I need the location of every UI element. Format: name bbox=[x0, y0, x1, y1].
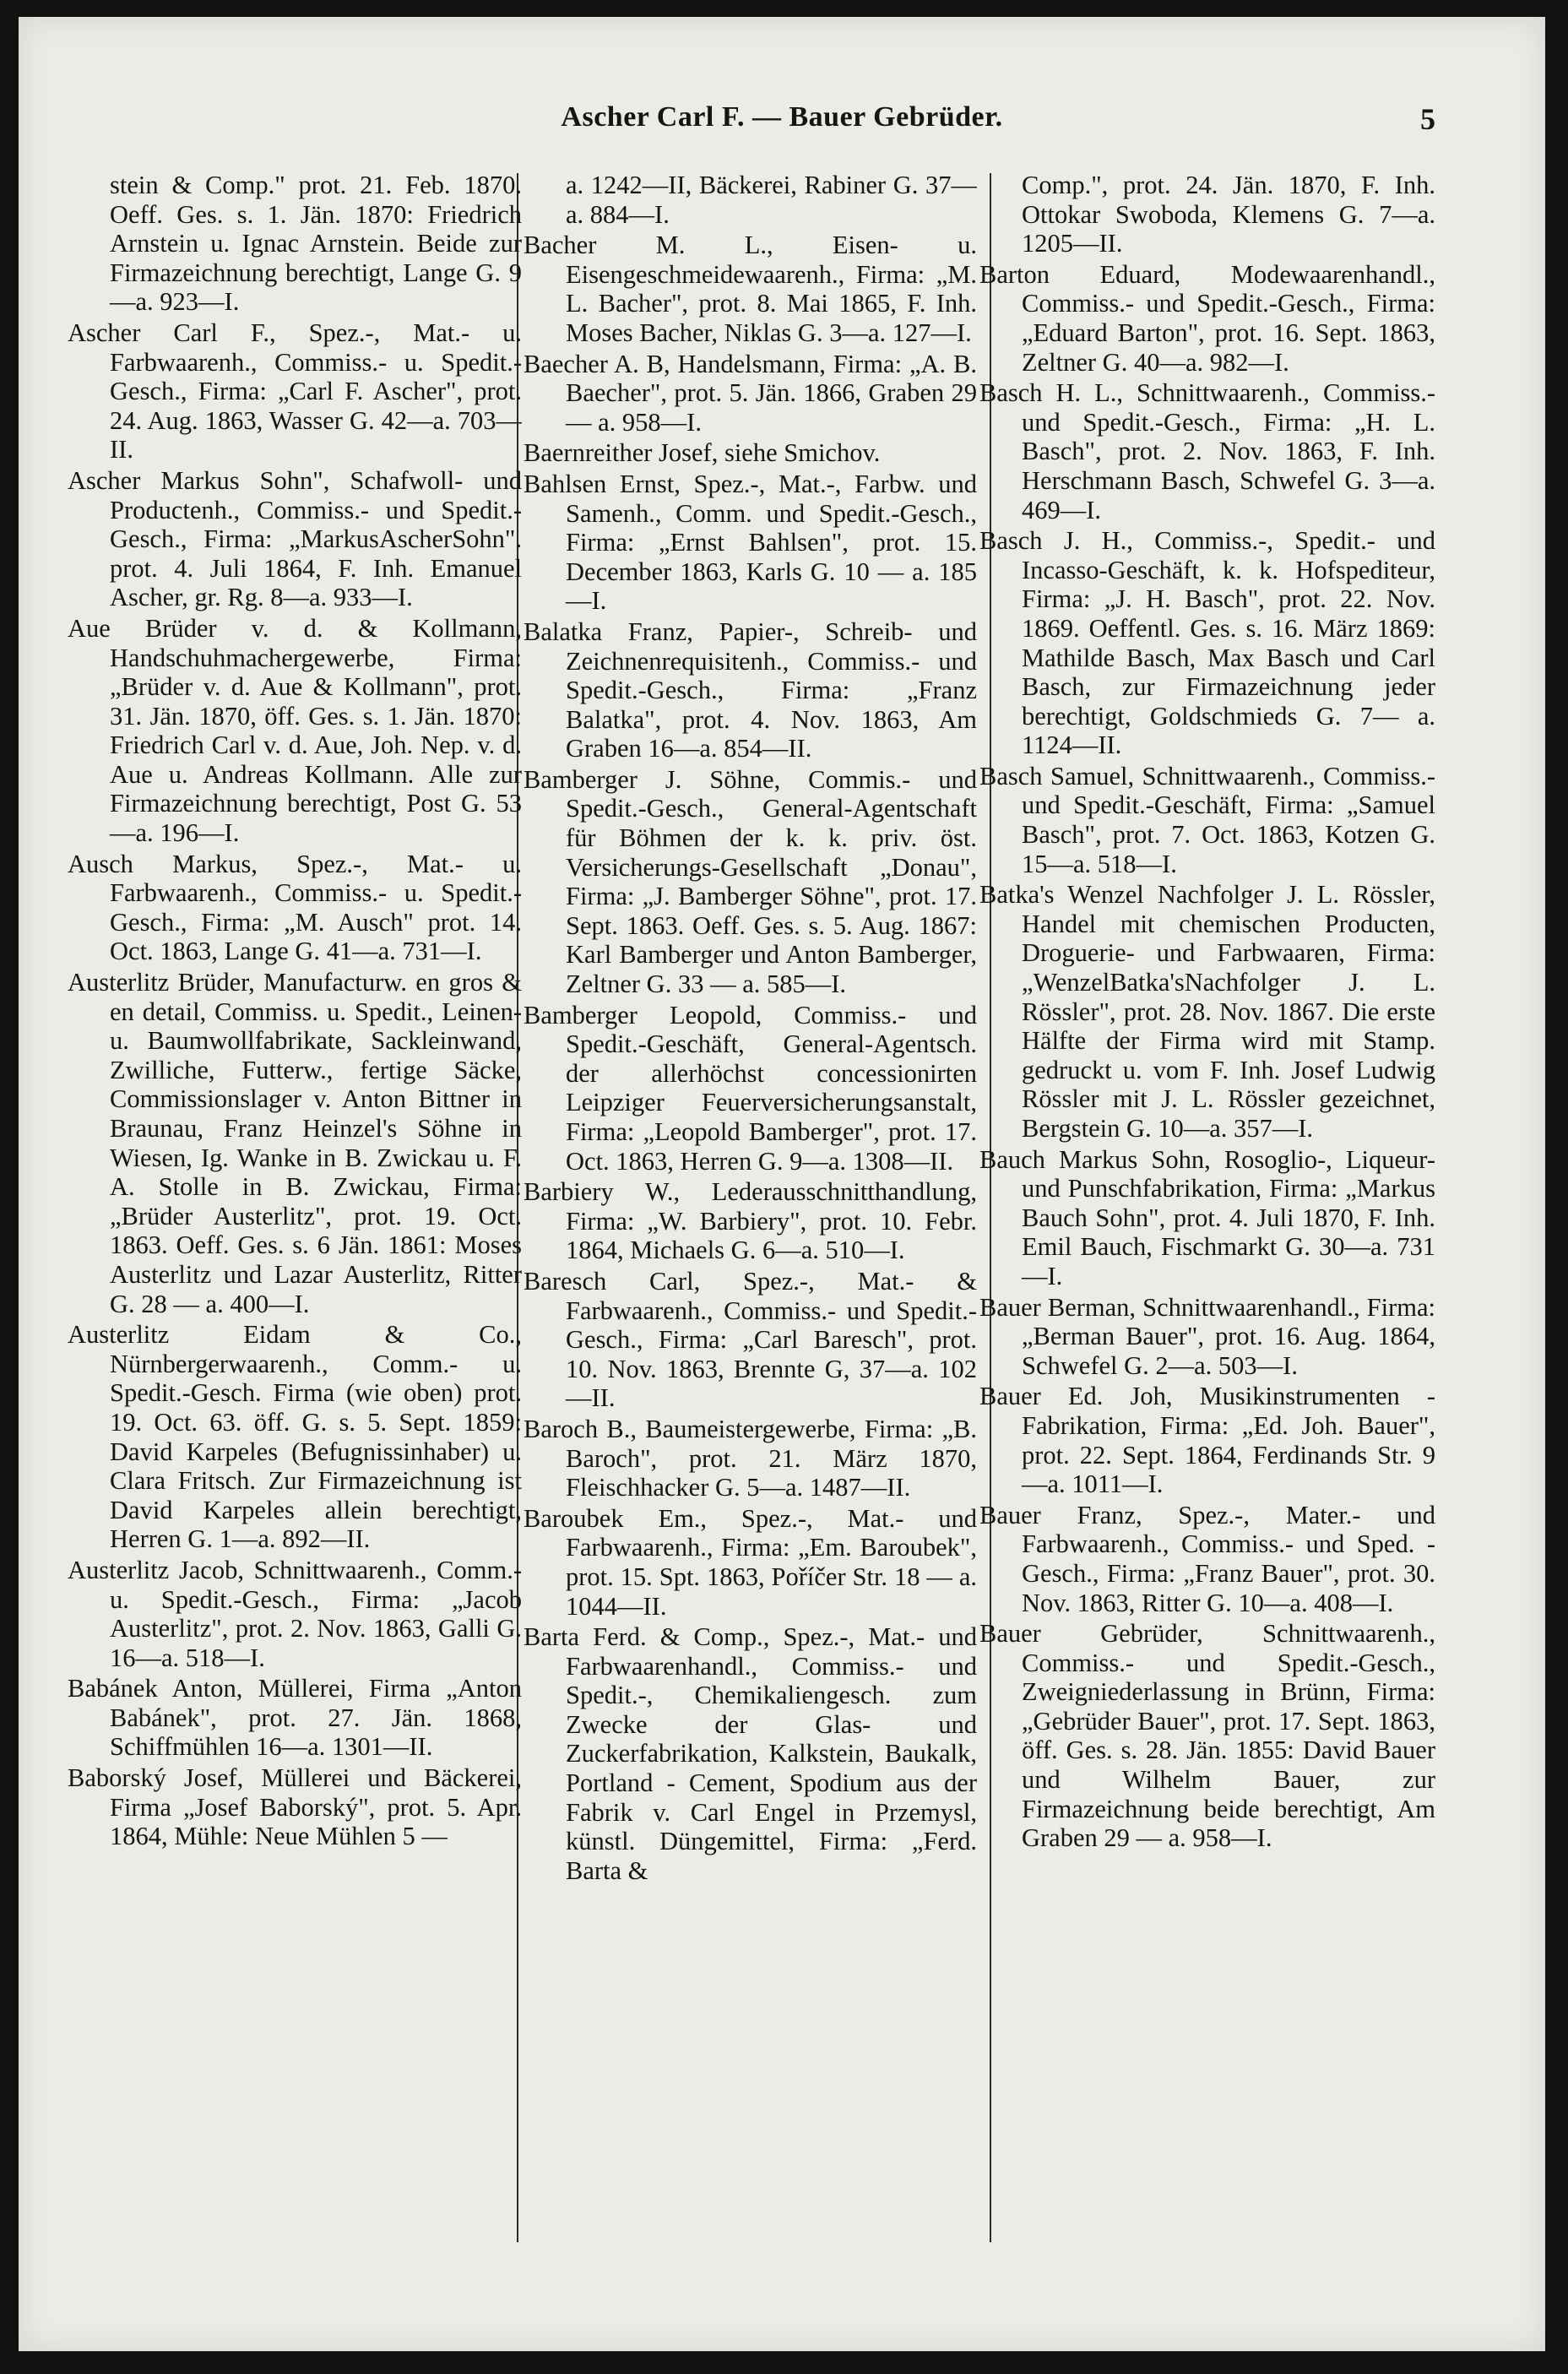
directory-page bbox=[19, 17, 1545, 2351]
running-title: Ascher Carl F. — Bauer Gebrüder. bbox=[561, 101, 1003, 133]
list-item: Bahlsen Ernst, Spez.-, Mat.-, Farbw. und Samenh., Comm. und Spedit.-Gesch., Firma: „Ernst Bahlsen", prot. 15. December 1863, Karls G. 10 — a. 185—I. bbox=[524, 469, 977, 616]
list-item: Aue Brüder v. d. & Kollmann, Handschuhmachergewerbe, Firma: „Brüder v. d. Aue & Kollmann", prot. 31. Jän. 1870, öff. Ges. s. 1. Jän. 1870: Friedrich Carl v. d. Aue, Joh. Nep. v. d. Aue u. Andreas Kollmann. Alle zur Firmazeichnung berechtigt, Post G. 53—a. 196—I. bbox=[68, 613, 522, 848]
list-item: Basch J. H., Commiss.-, Spedit.- und Incasso-Geschäft, k. k. Hofspediteur, Firma: „J. H. Basch", prot. 22. Nov. 1869. Oeffentl. Ges. s. 16. März 1869: Mathilde Basch, Max Basch und Carl Basch, zur Firmazeichnung jeder berechtigt, Goldschmieds G. 7— a. 1124—II. bbox=[979, 526, 1435, 760]
list-item: Baborský Josef, Müllerei und Bäckerei, Firma „Josef Baborský", prot. 5. Apr. 1864, Mühle: Neue Mühlen 5 — bbox=[68, 1763, 522, 1851]
list-item: a. 1242—II, Bäckerei, Rabiner G. 37—a. 884—I. bbox=[566, 171, 977, 229]
list-item: Bamberger J. Söhne, Commis.- und Spedit.-Gesch., General-Agentschaft für Böhmen der k. k. priv. öst. Versicherungs-Gesellschaft „Donau", Firma: „J. Bamberger Söhne", prot. 17. Sept. 1863. Oeff. Ges. s. 5. Aug. 1867: Karl Bamberger und Anton Bamberger, Zeltner G. 33 — a. 585—I. bbox=[524, 764, 977, 999]
list-item: stein & Comp." prot. 21. Feb. 1870. Oeff. Ges. s. 1. Jän. 1870: Friedrich Arnstein u. Ignac Arnstein. Beide zur Firmazeichnung berechtigt, Lange G. 9—a. 923—I. bbox=[110, 171, 522, 317]
list-item: Baresch Carl, Spez.-, Mat.- & Farbwaarenh., Commiss.- und Spedit.-Gesch., Firma: „Carl Baresch", prot. 10. Nov. 1863, Brennte G, 37—a. 102—II. bbox=[524, 1266, 977, 1413]
list-item: Austerlitz Jacob, Schnittwaarenh., Comm.- u. Spedit.-Gesch., Firma: „Jacob Austerlitz", prot. 2. Nov. 1863, Galli G. 16—a. 518—I. bbox=[68, 1555, 522, 1672]
list-item: Barbiery W., Lederausschnitthandlung, Firma: „W. Barbiery", prot. 10. Febr. 1864, Michaels G. 6—a. 510—I. bbox=[524, 1177, 977, 1265]
list-item: Bauer Franz, Spez.-, Mater.- und Farbwaarenh., Commiss.- und Sped. - Gesch., Firma: „Franz Bauer", prot. 30. Nov. 1863, Ritter G. 10—a. 408—I. bbox=[979, 1500, 1435, 1617]
column-middle bbox=[524, 171, 977, 2333]
list-item: Barta Ferd. & Comp., Spez.-, Mat.- und Farbwaarenhandl., Commiss.- und Spedit.-, Chemikaliengesch. zum Zwecke der Glas- und Zuckerfabrikation, Kalkstein, Baukalk, Portland - Cement, Spodium aus der Fabrik v. Carl Engel in Przemysl, künstl. Düngemittel, Firma: „Ferd. Barta & bbox=[524, 1622, 977, 1885]
column-right bbox=[979, 171, 1435, 2333]
column-left bbox=[68, 171, 522, 2333]
list-item: Bacher M. L., Eisen- u. Eisengeschmeidewaarenh., Firma: „M. L. Bacher", prot. 8. Mai 1865, F. Inh. Moses Bacher, Niklas G. 3—a. 127—I. bbox=[524, 231, 977, 347]
list-item: Batka's Wenzel Nachfolger J. L. Rössler, Handel mit chemischen Producten, Droguerie- und Farbwaaren, Firma: „WenzelBatka'sNachfolger J. L. Rössler", prot. 28. Nov. 1867. Die erste Hälfte der Firma wird mit Stamp. gedruckt u. vom F. Inh. Josef Ludwig Rössler mit J. L. Rössler gezeichnet, Bergstein G. 10—a. 357—I. bbox=[979, 880, 1435, 1143]
page-header bbox=[19, 101, 1545, 144]
page-number: 5 bbox=[1420, 102, 1435, 136]
list-item: Bauer Gebrüder, Schnittwaarenh., Commiss.- und Spedit.-Gesch., Zweigniederlassung in Brünn, Firma: „Gebrüder Bauer", prot. 17. Sept. 1863, öff. Ges. s. 28. Jän. 1855: David Bauer und Wilhelm Bauer, zur Firmazeichnung beide berechtigt, Am Graben 29 — a. 958—I. bbox=[979, 1619, 1435, 1853]
list-item: Austerlitz Eidam & Co., Nürnbergerwaarenh., Comm.- u. Spedit.-Gesch. Firma (wie oben) prot. 19. Oct. 63. öff. G. s. 5. Sept. 1859: David Karpeles (Befugnissinhaber) u. Clara Fritsch. Zur Firmazeichnung ist David Karpeles allein berechtigt, Herren G. 1—a. 892—II. bbox=[68, 1320, 522, 1554]
list-item: Ausch Markus, Spez.-, Mat.- u. Farbwaarenh., Commiss.- u. Spedit.-Gesch., Firma: „M. Ausch" prot. 14. Oct. 1863, Lange G. 41—a. 731—I. bbox=[68, 849, 522, 966]
list-item: Baecher A. B, Handelsmann, Firma: „A. B. Baecher", prot. 5. Jän. 1866, Graben 29 — a. 958—I. bbox=[524, 349, 977, 437]
list-item: Ascher Markus Sohn", Schafwoll- und Productenh., Commiss.- und Spedit.-Gesch., Firma: „MarkusAscherSohn". prot. 4. Juli 1864, F. Inh. Emanuel Ascher, gr. Rg. 8—a. 933—I. bbox=[68, 465, 522, 612]
list-item: Bamberger Leopold, Commiss.- und Spedit.-Geschäft, General-Agentsch. der allerhöchst concessionirten Leipziger Feuerversicherungsanstalt, Firma: „Leopold Bamberger", prot. 17. Oct. 1863, Herren G. 9—a. 1308—II. bbox=[524, 1000, 977, 1176]
list-item: Basch Samuel, Schnittwaarenh., Commiss.- und Spedit.-Geschäft, Firma: „Samuel Basch", prot. 7. Oct. 1863, Kotzen G. 15—a. 518—I. bbox=[979, 761, 1435, 878]
list-item: Barton Eduard, Modewaarenhandl., Commiss.- und Spedit.-Gesch., Firma: „Eduard Barton", prot. 16. Sept. 1863, Zeltner G. 40—a. 982—I. bbox=[979, 259, 1435, 377]
list-item: Baroubek Em., Spez.-, Mat.- und Farbwaarenh., Firma: „Em. Baroubek", prot. 15. Spt. 1863, Poříčer Str. 18 — a. 1044—II. bbox=[524, 1503, 977, 1621]
list-item: Austerlitz Brüder, Manufacturw. en gros & en detail, Commiss. u. Spedit., Leinen- u. Baumwollfabrikate, Sackleinwand, Zwilliche, Futterw., fertige Säcke, Commissionslager v. Anton Bittner in Braunau, Franz Heinzel's Söhne in Wiesen, Ig. Wanke in B. Zwickau u. F. A. Stolle in B. Zwickau, Firma: „Brüder Austerlitz", prot. 19. Oct. 1863. Oeff. Ges. s. 6 Jän. 1861: Moses Austerlitz und Lazar Austerlitz, Ritter G. 28 — a. 400—I. bbox=[68, 968, 522, 1318]
list-item: Baernreither Josef, siehe Smichov. bbox=[524, 438, 881, 468]
list-item: Ascher Carl F., Spez.-, Mat.- u. Farbwaarenh., Commiss.- u. Spedit.- Gesch., Firma: „Carl F. Ascher", prot. 24. Aug. 1863, Wasser G. 42—a. 703—II. bbox=[68, 318, 522, 464]
list-item: Babánek Anton, Müllerei, Firma „Anton Babánek", prot. 27. Jän. 1868, Schiffmühlen 16—a. 1301—II. bbox=[68, 1674, 522, 1762]
list-item: Bauch Markus Sohn, Rosoglio-, Liqueur- und Punschfabrikation, Firma: „Markus Bauch Sohn", prot. 4. Juli 1870, F. Inh. Emil Bauch, Fischmarkt G. 30—a. 731—I. bbox=[979, 1144, 1435, 1290]
list-item: Baroch B., Baumeistergewerbe, Firma: „B. Baroch", prot. 21. März 1870, Fleischhacker G. 5—a. 1487—II. bbox=[524, 1414, 977, 1502]
list-item: Comp.", prot. 24. Jän. 1870, F. Inh. Ottokar Swoboda, Klemens G. 7—a. 1205—II. bbox=[1022, 171, 1435, 258]
list-item: Balatka Franz, Papier-, Schreib- und Zeichnenrequisitenh., Commiss.- und Spedit.-Gesch., Firma: „Franz Balatka", prot. 4. Nov. 1863, Am Graben 16—a. 854—II. bbox=[524, 617, 977, 763]
list-item: Bauer Ed. Joh, Musikinstrumenten - Fabrikation, Firma: „Ed. Joh. Bauer", prot. 22. Sept. 1864, Ferdinands Str. 9—a. 1011—I. bbox=[979, 1382, 1435, 1499]
list-item: Basch H. L., Schnittwaarenh., Commiss.- und Spedit.-Gesch., Firma: „H. L. Basch", prot. 2. Nov. 1863, F. Inh. Herschmann Basch, Schwefel G. 3—a. 469—I. bbox=[979, 378, 1435, 524]
list-item: Bauer Berman, Schnittwaarenhandl., Firma: „Berman Bauer", prot. 16. Aug. 1864, Schwefel G. 2—a. 503—I. bbox=[979, 1292, 1435, 1380]
